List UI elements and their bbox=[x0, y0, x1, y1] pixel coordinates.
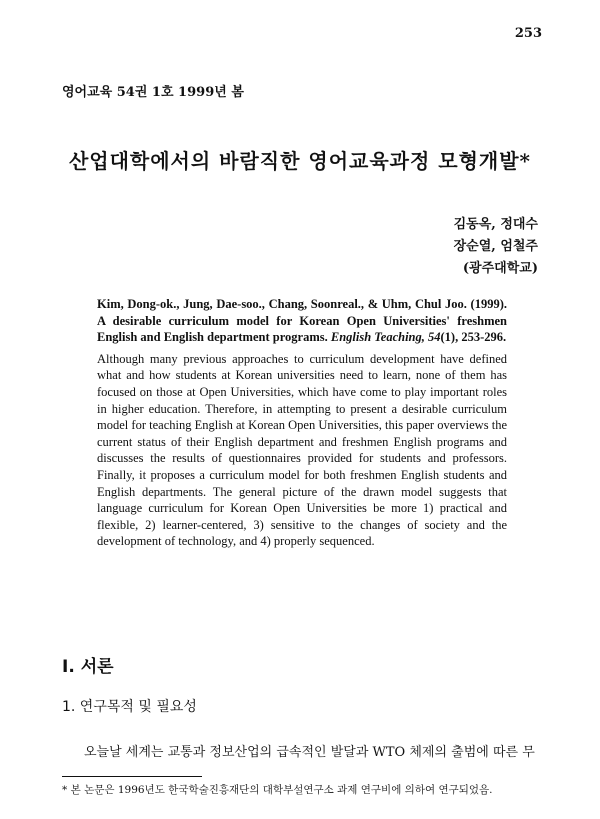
citation-text: Kim, Dong-ok., Jung, Dae-soo., Chang, Soonreal., & Uhm, Chul Joo. (1999). A desirable curriculum model for Korean Open Universities' freshmen English and English department programs. bbox=[97, 297, 507, 345]
abstract-block bbox=[97, 296, 507, 550]
abstract-text: Although many previous approaches to curriculum development have defined what and how students at Korean universities need to learn, none of them has focused on those at Open Universities, which have come to play important roles in higher education. Therefore, in attempting to present a desirable curriculum model for teaching English at Korean Open Universities, this paper overviews the current status of their English department and freshmen English programs and discusses the results of questionnaires provided for students and professors. Finally, it proposes a curriculum model for both freshmen English students and English departments. The general picture of the drawn model suggests that language curriculum for Korean Open Universities be more 1) practical and flexible, 2) learner-centered, 3) sensitive to the changes of society and the development of technology, and 4) properly sequenced. bbox=[97, 351, 507, 549]
section-heading: I. 서론 bbox=[62, 657, 114, 677]
body-text: 오늘날 세계는 교통과 정보산업의 급속적인 발달과 WTO 체제의 출범에 따른 무 bbox=[84, 745, 535, 760]
author-line-2: 장순열, 엄철주 bbox=[453, 239, 538, 254]
journal-reference: 영어교육 54권 1호 1999년 봄 bbox=[62, 85, 244, 100]
footnote-divider bbox=[62, 776, 202, 777]
footnote: * 본 논문은 1996년도 한국학술진흥재단의 대학부설연구소 과제 연구비에 의하여 연구되었음. bbox=[62, 784, 493, 796]
page-number: 253 bbox=[514, 26, 542, 41]
subsection-heading: 1. 연구목적 및 필요성 bbox=[62, 699, 197, 715]
citation-issue-pages: (1), 253-296. bbox=[440, 330, 507, 345]
author-line-1: 김동옥, 정대수 bbox=[453, 217, 538, 232]
author-affiliation: (광주대학교) bbox=[462, 261, 538, 276]
author-block bbox=[454, 214, 538, 280]
citation bbox=[97, 296, 507, 346]
paper-title: 산업대학에서의 바람직한 영어교육과정 모형개발* bbox=[68, 149, 532, 173]
citation-journal: English Teaching, 54 bbox=[330, 330, 441, 345]
